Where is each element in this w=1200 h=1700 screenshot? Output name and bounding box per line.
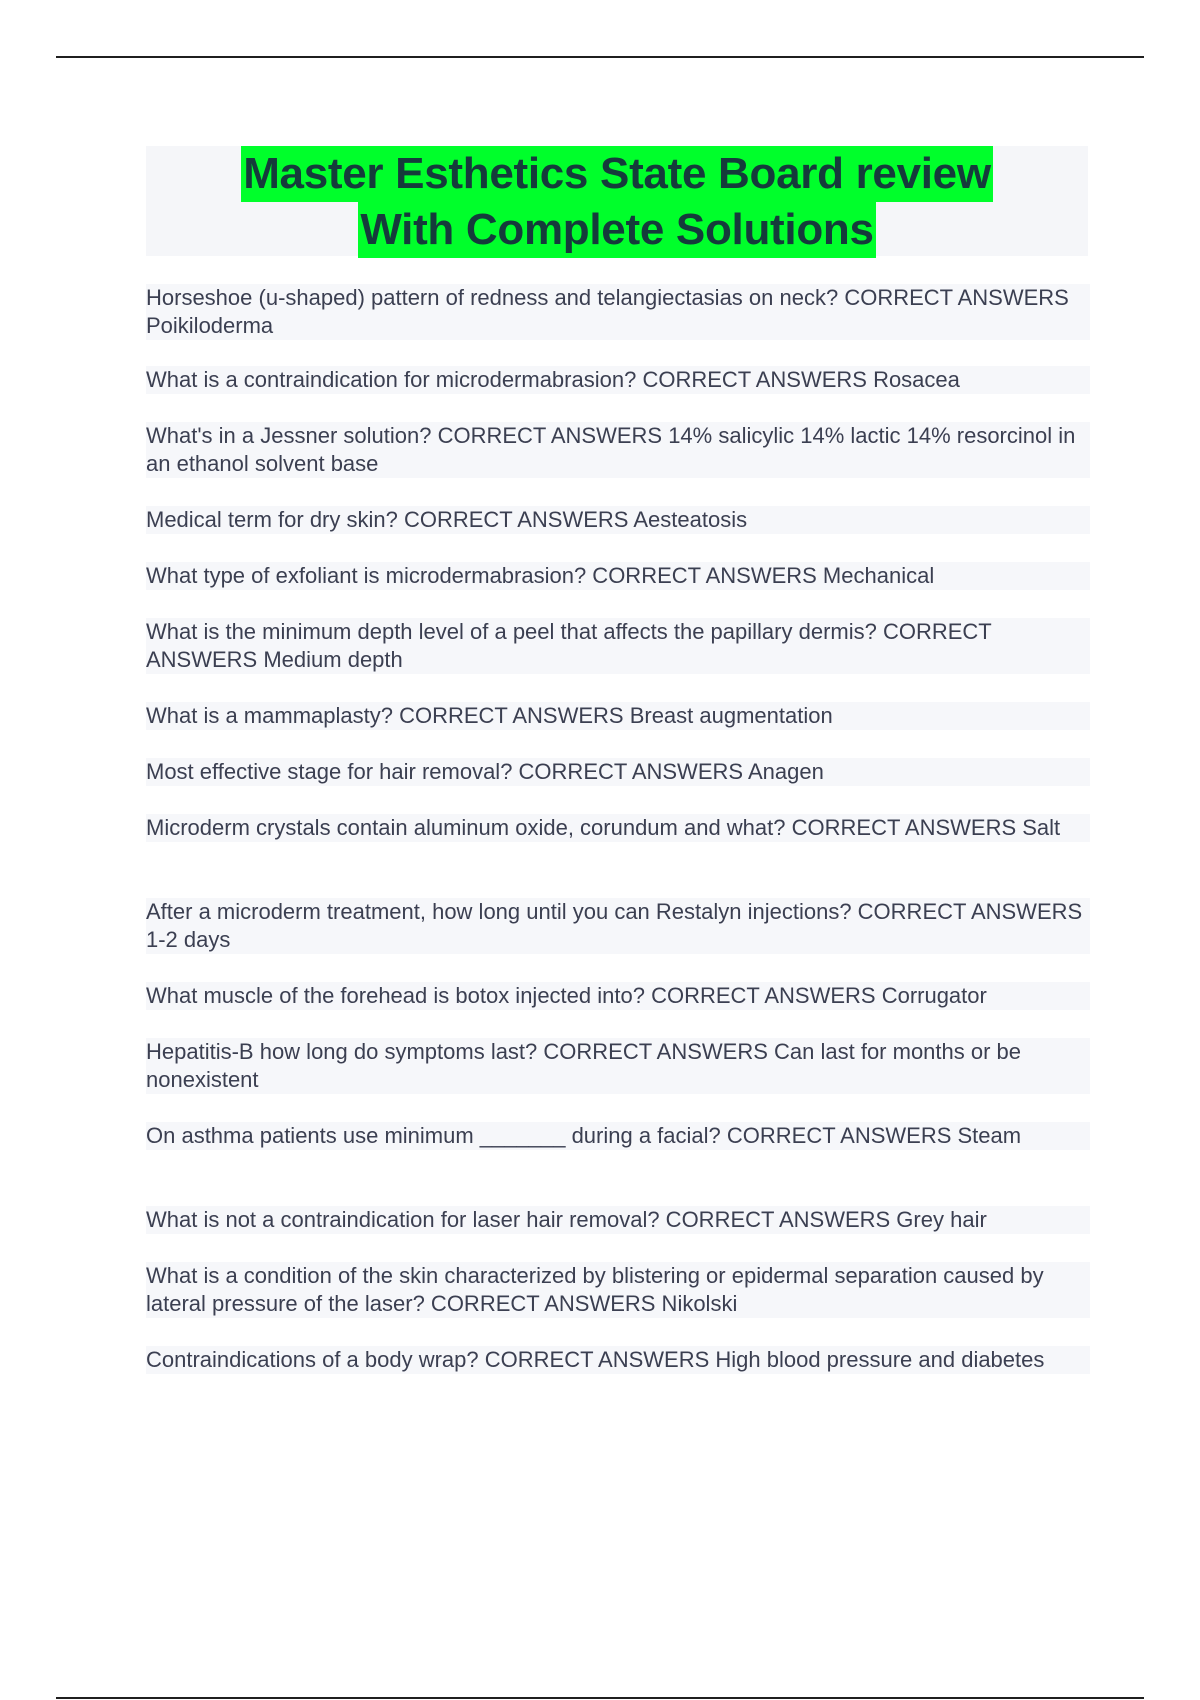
qa-item: What muscle of the forehead is botox injected into? CORRECT ANSWERS Corrugator xyxy=(146,982,1090,1010)
top-rule xyxy=(56,56,1144,58)
qa-item: Medical term for dry skin? CORRECT ANSWERS Aesteatosis xyxy=(146,506,1090,534)
qa-item: What's in a Jessner solution? CORRECT ANSWERS 14% salicylic 14% lactic 14% resorcinol in an ethanol solvent base xyxy=(146,422,1090,478)
qa-item: Horseshoe (u-shaped) pattern of redness and telangiectasias on neck? CORRECT ANSWERS Poikiloderma xyxy=(146,284,1090,340)
qa-item: What type of exfoliant is microdermabrasion? CORRECT ANSWERS Mechanical xyxy=(146,562,1090,590)
bottom-rule xyxy=(56,1697,1144,1699)
qa-item: What is not a contraindication for laser hair removal? CORRECT ANSWERS Grey hair xyxy=(146,1206,1090,1234)
document-title xyxy=(146,146,1088,256)
qa-item: What is a condition of the skin characterized by blistering or epidermal separation caused by lateral pressure of the laser? CORRECT ANSWERS Nikolski xyxy=(146,1262,1090,1318)
qa-item: On asthma patients use minimum _______ during a facial? CORRECT ANSWERS Steam xyxy=(146,1122,1090,1150)
qa-item: What is a contraindication for microdermabrasion? CORRECT ANSWERS Rosacea xyxy=(146,366,1090,394)
qa-item: Microderm crystals contain aluminum oxide, corundum and what? CORRECT ANSWERS Salt xyxy=(146,814,1090,842)
qa-item: After a microderm treatment, how long until you can Restalyn injections? CORRECT ANSWERS 1-2 days xyxy=(146,898,1090,954)
qa-item: Hepatitis-B how long do symptoms last? CORRECT ANSWERS Can last for months or be nonexistent xyxy=(146,1038,1090,1094)
qa-item: What is a mammaplasty? CORRECT ANSWERS Breast augmentation xyxy=(146,702,1090,730)
title-line-1: Master Esthetics State Board review xyxy=(241,146,993,202)
qa-item: Contraindications of a body wrap? CORRECT ANSWERS High blood pressure and diabetes xyxy=(146,1346,1090,1374)
title-line-2: With Complete Solutions xyxy=(358,202,875,258)
qa-item: Most effective stage for hair removal? CORRECT ANSWERS Anagen xyxy=(146,758,1090,786)
qa-item: What is the minimum depth level of a peel that affects the papillary dermis? CORRECT ANSWERS Medium depth xyxy=(146,618,1090,674)
